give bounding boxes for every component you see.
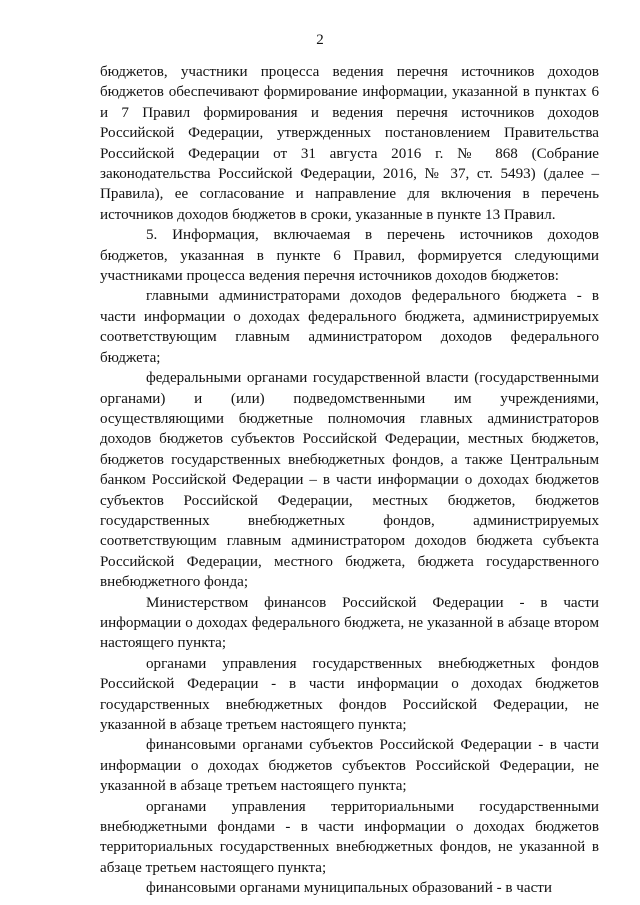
paragraph-federal-budget-administrators: главными администраторами доходов федерального бюджета - в части информации о доходах федерального бюджета, администрируемых соответствующим главным администратором доходов федерального бюджета; [100,288,599,366]
paragraph-regional-finance-bodies: финансовыми органами субъектов Российской Федерации - в части информации о доходах бюджетов субъектов Российской Федерации, не указанной в абзаце третьем настоящего пункта; [100,737,599,795]
document-body [100,62,599,899]
paragraph-territorial-funds: органами управления территориальными государственными внебюджетными фондами - в части информации о доходах бюджетов территориальных государственных внебюджетных фондов, не указанной в абзаце третьем настоящего пункта; [100,798,599,876]
paragraph-continuation: бюджетов, участники процесса ведения перечня источников доходов бюджетов обеспечивают формирование информации, указанной в пунктах 6 и 7 Правил формирования и ведения перечня источников доходов Российской Федерации, утвержденных постановлением Правительства Российской Федерации от 31 августа 2016 г. № 868 (Собрание законодательства Российской Федерации, 2016, № 37, ст. 5493) (далее – Правила), ее согласование и направление для включения в перечень источников доходов бюджетов в сроки, указанные в пункте 13 Правил. [100,64,599,223]
page-number: 2 [316,32,324,48]
paragraph-item-5: 5. Информация, включаемая в перечень источников доходов бюджетов, указанная в пункте 6 Правил, формируется следующими участниками процесса ведения перечня источников доходов бюджетов: [100,227,599,285]
paragraph-ministry-of-finance: Министерством финансов Российской Федерации - в части информации о доходах федерального бюджета, не указанной в абзаце втором настоящего пункта; [100,594,599,652]
paragraph-state-extrabudgetary-funds: органами управления государственных внебюджетных фондов Российской Федерации - в части информации о доходах бюджетов государственных внебюджетных фондов Российской Федерации, не указанной в абзаце третьем настоящего пункта; [100,655,599,733]
paragraph-municipal-finance-bodies: финансовыми органами муниципальных образований - в части [146,880,552,897]
paragraph-federal-authorities: федеральными органами государственной власти (государственными органами) и (или) подведомственными им учреждениями, осуществляющими бюджетные полномочия главных администраторов доходов бюджетов субъектов Российской Федерации, местных бюджетов, бюджетов государственных внебюджетных фондов, а также Центральным банком Российской Федерации – в части информации о доходах бюджетов субъектов Российской Федерации, местных бюджетов, бюджетов государственных внебюджетных фондов, администрируемых соответствующим главным администратором доходов бюджета субъекта Российской Федерации, местного бюджета, бюджета государственного внебюджетного фонда; [100,370,599,591]
